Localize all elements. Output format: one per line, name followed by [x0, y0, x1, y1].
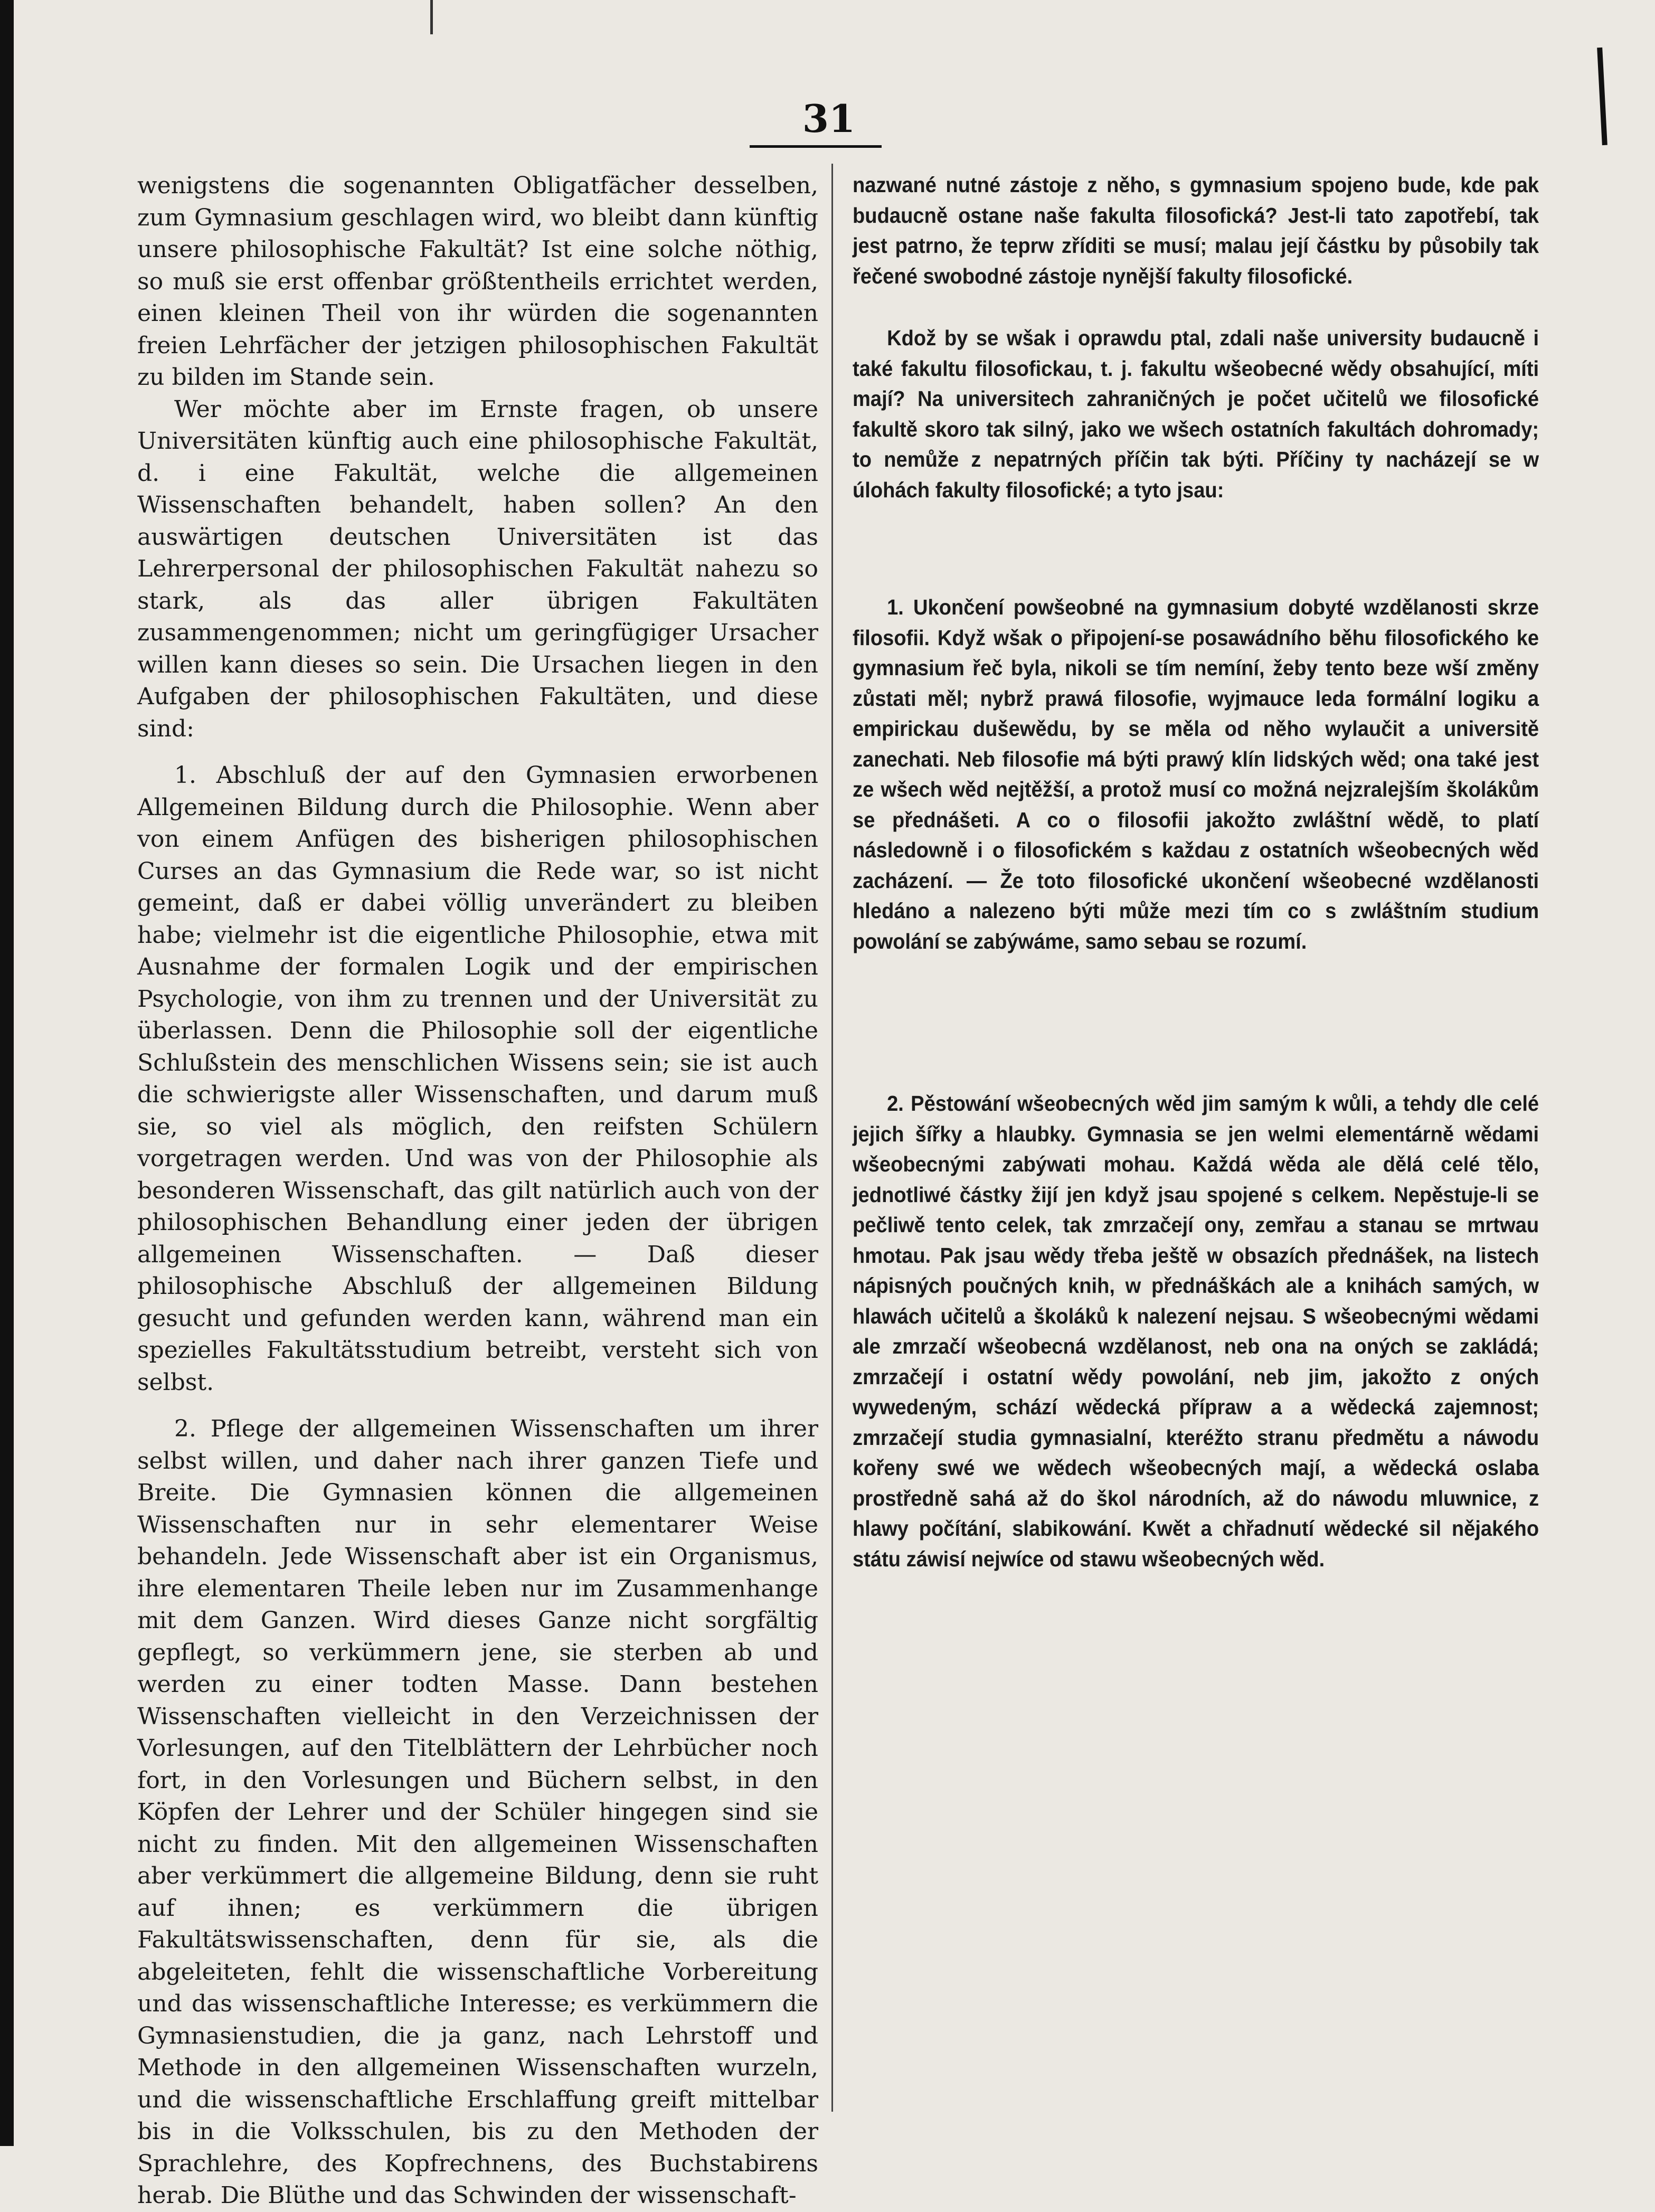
czech-paragraph: nazwané nutné zástoje z něho, s gymnasium spojeno bude, kde pak budaucně ostane naše fakulta filosofická? Jest-li tato zapotřebí, tak jest patrno, že teprw zříditi se musí; malau její částku by působily tak řečené swobodné zástoje nynější fakulty filosofické. — [853, 173, 1539, 288]
czech-paragraph: 2. Pěstowání wšeobecných wěd jim samým k wůli, a tehdy dle celé jejich šířky a hlaubky. Gymnasia se jen welmi elementárně wědami wšeobecnými zabýwati mohau. Každá wěda ale dělá celé tělo, jednotliwé částky žijí jen když jsau spojené s celkem. Nepěstuje-li se pečliwě tento celek, tak zmrzačejí ony, zemřau a stanau se mrtwau hmotau. Pak jsau wědy třeba ještě w obsazích přednášek, na listech nápisných poučných knih, w přednáškách ale a knihách samých, w hlawách učitelů a školáků k nalezení nejsau. S wšeobecnými wědami ale zmrzačí wšeobecná wzdělanost, neb ona na oných se zakládá; zmrzačejí i ostatní wědy powolání, neb jim, jakožto z oných wywedeným, schází wědecká přípraw a a wědecká zajemnost; zmrzačejí studia gymnasialní, kteréžto stranu předmětu a náwodu kořeny swé we wědech wšeobecných mají, a wědecká oslaba prostředně sahá až do škol národních, až do náwodu mluwnice, z hlawy počítání, slabikowání. Kwět a chřadnutí wědecké sil nějakého státu záwisí nejwíce od stawu wšeobecných wěd. — [853, 1091, 1539, 1571]
column-divider — [831, 164, 833, 2112]
page-number-rule — [750, 145, 882, 148]
german-paragraph: 1. Abschluß der auf den Gymnasien erworbenen Allgemeinen Bildung durch die Philosophie. Wenn aber von einem Anfügen des bisherigen philosophischen Curses an das Gymnasium die Rede war, so ist nicht gemeint, daß er dabei völlig unverändert zu bleiben habe; vielmehr ist die eigentliche Philosophie, etwa mit Ausnahme der formalen Logik und der empirischen Psychologie, von ihm zu trennen und der Universität zu überlassen. Denn die Philosophie soll der eigentliche Schlußstein des menschlichen Wissens sein; sie ist auch die schwierigste aller Wissenschaften, und darum muß sie, so viel als möglich, den reifsten Schülern vorgetragen werden. Und was von der Philosophie als besonderen Wissenschaft, das gilt natürlich auch von der philosophischen Behandlung einer jeden der übrigen allgemeinen Wissenschaften. — Daß dieser philosophische Abschluß der allgemeinen Bildung gesucht und gefunden werden kann, während man ein spezielles Fakultätsstudium betreibt, versteht sich von selbst. — [137, 762, 818, 1396]
czech-column — [853, 170, 1539, 1574]
czech-paragraph: Kdož by se wšak i oprawdu ptal, zdali naše university budaucně i také fakultu filosofickau, t. j. fakultu wšeobecné wědy obsahující, míti mají? Na universitech zahraničných je počet učitelů we filosofické fakultě skoro tak silný, jako we wšech ostatních fakultách dohromady; to nemůže z nepatrných příčin tak býti. Příčiny ty nacházejí se w úlohách fakulty filosofické; a tyto jsau: — [853, 326, 1539, 502]
scan-margin-mark — [1597, 48, 1607, 145]
german-paragraph: Wer möchte aber im Ernste fragen, ob unsere Universitäten künftig auch eine philosophische Fakultät, d. i eine Fakultät, welche die allgemeinen Wissenschaften behandelt, haben sollen? An den auswärtigen deutschen Universitäten ist das Lehrerpersonal der philosophischen Fakultät nahezu so stark, als das aller übrigen Fakultäten zusammengenommen; nicht um geringfügiger Ursacher willen kann dieses so sein. Die Ursachen liegen in den Aufgaben der philosophischen Fakultäten, und diese sind: — [137, 395, 818, 742]
scan-edge-shadow — [0, 0, 14, 2146]
czech-paragraph: 1. Ukončení powšeobné na gymnasium dobyté wzdělanosti skrze filosofii. Když wšak o připojení-se posawádního běhu filosofického ke gymnasium řeč byla, nikoli se tím nemíní, žeby tento beze wší změny zůstati měl; nybrž prawá filosofie, wyjmauce leda formální logiku a empirickau dušewědu, by se měla od něho wylaučit a universitě zanechati. Neb filosofie má býti prawý klín lidských wěd; ona také jest ze wšech wěd nejtěžší, a protož musí co možná nejzralejším školákům se přednášeti. A co o filosofii jakožto zwláštní wědě, to platí následowně i o filosofickém s každau z ostatních wšeobecných wěd zacházení. — Že toto filosofické ukončení wšeobecné wzdělanosti hledáno a nalezeno býti může mezi tím co s zwláštním studium powolání se zabýwáme, samo sebau se rozumí. — [853, 595, 1539, 953]
scan-top-mark — [430, 0, 433, 34]
german-paragraph: 2. Pflege der allgemeinen Wissenschaften um ihrer selbst willen, und daher nach ihrer ganzen Tiefe und Breite. Die Gymnasien können die allgemeinen Wissenschaften nur in sehr elementarer Weise behandeln. Jede Wissenschaft aber ist ein Organismus, ihre elementaren Theile leben nur im Zusammenhange mit dem Ganzen. Wird dieses Ganze nicht sorgfältig gepflegt, so verkümmern jene, sie sterben ab und werden zu einer todten Masse. Dann bestehen Wissenschaften vielleicht in den Verzeichnissen der Vorlesungen, auf den Titelblättern der Lehrbücher noch fort, in den Vorlesungen und Büchern selbst, in den Köpfen der Lehrer und der Schüler hingegen sind sie nicht zu finden. Mit den allgemeinen Wissenschaften aber verkümmert die allgemeine Bildung, denn sie ruht auf ihnen; es verkümmern die übrigen Fakultätswissenschaften, denn für sie, als die abgeleiteten, fehlt die wissenschaftliche Vorbereitung und das wissenschaftliche Interesse; es verkümmern die Gymnasienstudien, die ja ganz, nach Lehrstoff und Methode in den allgemeinen Wissenschaften wurzeln, und die wissenschaftliche Erschlaffung greift mittelbar bis in die Volksschulen, bis zu den Methoden der Sprachlehre, des Kopfrechnens, des Buchstabirens herab. Die Blüthe und das Schwinden der wissenschaft- — [137, 1415, 818, 2209]
german-paragraph: wenigstens die sogenannten Obligatfächer desselben, zum Gymnasium geschlagen wird, wo bleibt dann künftig unsere philosophische Fakultät? Ist eine solche nöthig, so muß sie erst offenbar größtentheils errichtet werden, einen kleinen Theil von ihr würden die sogenannten freien Lehrfächer der jetzigen philosophischen Fakultät zu bilden im Stande sein. — [137, 172, 818, 391]
page-number: 31 — [802, 96, 856, 141]
german-column — [137, 170, 818, 2212]
